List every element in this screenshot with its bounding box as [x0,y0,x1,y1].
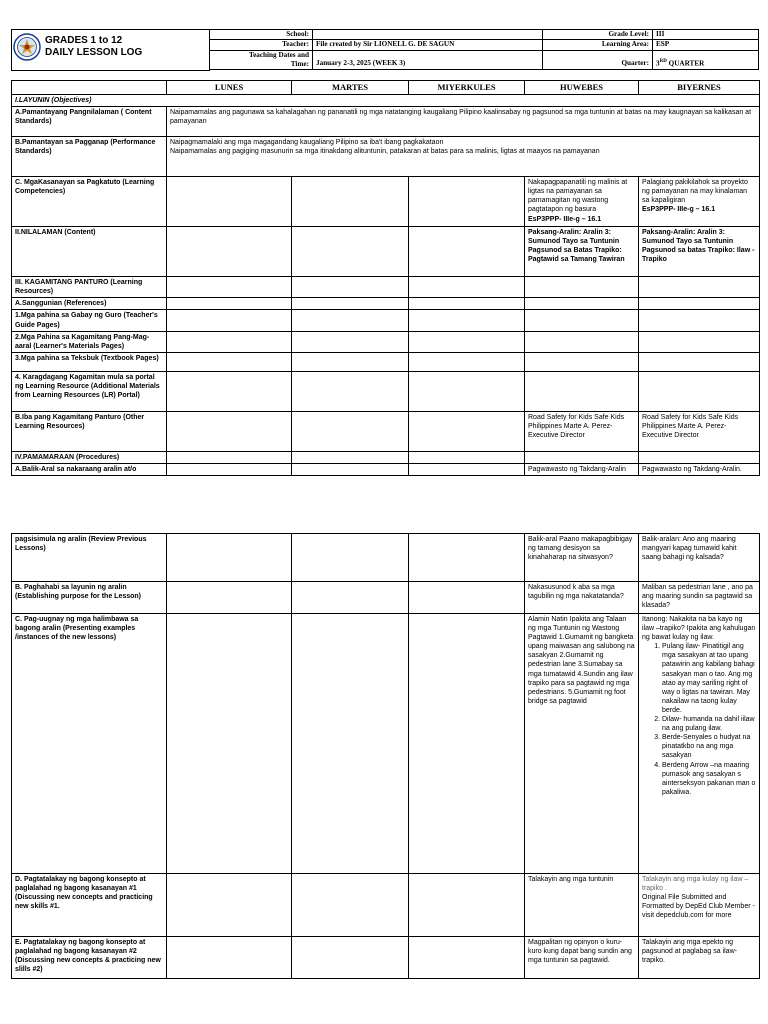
concept2-huwebes: Magpalitan ng opinyon o kuru-kuro kung dapat bang sundin ang mga tuntunin sa pagtawid. [525,937,639,979]
iba-lunes [167,411,292,451]
kagamitan-huwebes [525,277,639,298]
balik-martes [292,463,409,475]
teacher-label: Teacher: [210,40,313,50]
review-biyernes: Balik-aralan: Ano ang maaring mangyari kapag tumawid kahit saang bahagi ng kalsada? [639,534,760,582]
kagamitan-martes [292,277,409,298]
balik-aral-huwebes: Pagwawasto ng Takdang-Aralin [525,463,639,475]
balik-aral-label: A.Balik-Aral sa nakaraang aralin at/o [12,463,167,475]
concept2-miyerkules [409,937,525,979]
competencies-label: C. MgaKasanayan sa Pagkatuto (Learning Competencies) [12,177,167,227]
nilalaman-label: II.NILALAMAN (Content) [12,227,167,277]
teksbuk-biyernes [639,352,760,371]
grade-level-label: Grade Level: [543,30,653,40]
gabay-huwebes [525,310,639,331]
pamamaraan-martes [292,451,409,463]
day-header-biyernes: BIYERNES [639,81,760,95]
concept2-lunes [167,937,292,979]
day-header-huwebes: HUWEBES [525,81,639,95]
iba-miyerkules [409,411,525,451]
day-header-lunes: LUNES [167,81,292,95]
quarter-rest: QUARTER [666,59,705,68]
examples-fri-intro: Itanong: Nakakita na ba kayo ng ilaw –trapiko? Ipakita ang kahulugan ng bawat kulay ng ilaw. [642,616,756,642]
learners-materials-label: 2.Mga Pahina sa Kagamitang Pang-Mag-aaral (Learner's Materials Pages) [12,331,167,352]
textbook-pages-label: 3.Mga pahina sa Teksbuk (Textbook Pages) [12,352,167,371]
pamamaraan-label: IV.PAMAMARAAN (Procedures) [12,451,167,463]
nilalaman-biyernes: Paksang-Aralin: Aralin 3: Sumunod Tayo sa Tuntunin Pagsunod sa batas Trapiko: Ilaw -Trapiko [639,227,760,277]
day-header-martes: MARTES [292,81,409,95]
dates-label-line2: Time: [290,59,309,68]
kagamitan-label: III. KAGAMITANG PANTURO (Learning Resources) [12,277,167,298]
teachers-guide-label: 1.Mga pahina sa Gabay ng Guro (Teacher's Guide Pages) [12,310,167,331]
pamamaraan-biyernes [639,451,760,463]
lr-portal-label: 4. Karagdagang Kagamitan mula sa portal ng Learning Resource (Additional Materials from Learning Resources (LR) Portal) [12,371,167,411]
performance-standards-label: B.Pamantayan sa Pagganap (Performance Standards) [12,137,167,177]
pamamaraan-miyerkules [409,451,525,463]
school-label: School: [210,30,313,40]
grade-level-value: III [653,30,759,40]
lr-lunes [167,371,292,411]
lesson-table-part1 [11,80,760,476]
balik-aral-biyernes: Pagwawasto ng Takdang-Aralin. [639,463,760,475]
gabay-biyernes [639,310,760,331]
competency-thu-text: Nakapagpapanatili ng malinis at ligtas na pamayanan sa pamamagitan ng wastong pagtatapon ng basura [528,179,628,214]
traffic-light-item: 1. Pulang ilaw- Pinatitigil ang mga sasakyan at tao upang patawirin ang kabilang bahagi sasakyan man o tao. Ang mg atao ay may sariling right of way o ligtas na tawiran. May nakailaw na taong kulay berde. [662,642,756,715]
examples-miyerkules [409,614,525,874]
title-line-1: GRADES 1 to 12 [45,35,123,46]
dates-label-line1: Teaching Dates and [248,50,309,59]
performance-standards-value [167,137,760,177]
sanggunian-martes [292,298,409,310]
purpose-lunes [167,582,292,614]
teaching-dates-label [210,50,313,69]
iba-martes [292,411,409,451]
sanggunian-miyerkules [409,298,525,310]
other-resources-biyernes: Road Safety for Kids Safe Kids Philippines Marte A. Perez-Executive Director [639,411,760,451]
lm-martes [292,331,409,352]
competency-fri-code: EsP3PPP- IIIe-g – 16.1 [642,206,716,214]
concept1-miyerkules [409,874,525,937]
competency-thu-code: EsP3PPP- IIIe-g – 16.1 [528,215,602,223]
purpose-miyerkules [409,582,525,614]
perf-std-line1: Naipagmamalaki ang mga magagandang kaugaliang Pilipino sa iba't ibang pagkakataon [170,139,444,147]
purpose-label: B. Paghahabi sa layunin ng aralin (Establishing purpose for the Lesson) [12,582,167,614]
concept2-label: E. Pagtatalakay ng bagong konsepto at paglalahad ng bagong kasanayan #2 (Discussing new concepts & practicing new slills #2) [12,937,167,979]
content-standards-value: Naipamamalas ang pagunawa sa kahalagahan ng pananatili ng mga natatanging kaugaliang Pilipino kaalinsabay ng pagsunod sa mga tuntunin at batas na may kaugnayan sa kalikasan at pamayanan [167,107,760,137]
pamamaraan-lunes [167,451,292,463]
review-martes [292,534,409,582]
teaching-dates-value: January 2-3, 2025 (WEEK 3) [313,50,543,69]
teacher-value: File created by Sir LIONELL G. DE SAGUN [313,40,543,50]
title-line-2: DAILY LESSON LOG [45,47,143,58]
sanggunian-label: A.Sanggunian (References) [12,298,167,310]
kagamitan-lunes [167,277,292,298]
review-miyerkules [409,534,525,582]
concept2-biyernes: Talakayin ang mga epekto ng pagsunod at paglabag sa ilaw-trapiko. [639,937,760,979]
learning-area-value: ESP [653,40,759,50]
teksbuk-huwebes [525,352,639,371]
balik-miyerkules [409,463,525,475]
nilalaman-huwebes: Paksang-Aralin: Aralin 3: Sumunod Tayo sa Tuntunin Pagsunod sa Batas Trapiko: Pagtawid sa Tamang Tawiran [525,227,639,277]
nilalaman-miyerkules [409,227,525,277]
lm-lunes [167,331,292,352]
lesson-table-part2 [11,533,760,979]
traffic-light-item: 3. Berde-Senyales o hudyat na pinatatkbo na ang mga sasakyan [662,733,756,760]
review-lunes [167,534,292,582]
concept1-martes [292,874,409,937]
purpose-huwebes: Nakasusunod k aba sa mga tagubilin ng mga nakatatanda? [525,582,639,614]
content-standards-label: A.Pamantayang Pangnilalaman ( Content Standards) [12,107,167,137]
layunin-heading: I.LAYUNIN (Objectives) [12,95,760,107]
day-header-miyerkules: MIYERKULES [409,81,525,95]
review-huwebes: Balik-aral Paano makapagbibigay ng tamang desisyon sa kinahaharap na sitwasyon? [525,534,639,582]
quarter-num: 3 [656,59,660,68]
perf-std-line2: Naipamamalas ang pagiging masunurin sa mga itinakdang alituntunin, patakaran at batas para sa malinis, ligtas at maayos na pamayanan [170,148,600,156]
gabay-lunes [167,310,292,331]
traffic-light-list [642,642,756,797]
review-lessons-label: pagsisimula ng aralin (Review Previous Lessons) [12,534,167,582]
concept2-martes [292,937,409,979]
traffic-light-item: 2. Dilaw- humanda na dahil iilaw na ang pulang ilaw. [662,715,756,733]
purpose-biyernes: Maliban sa pedestrian lane , ano pa ang maaring sundin sa pagtawid sa klasada? [639,582,760,614]
purpose-martes [292,582,409,614]
examples-label: C. Pag-uugnay ng mga halimbawa sa bagong aralin (Presenting examples /instances of the new lessons) [12,614,167,874]
traffic-light-item: 4. Berdeng Arrow –na maaring pumasok ang sasakyan s ainterseksyon pakanan man o pakaliwa. [662,761,756,797]
examples-martes [292,614,409,874]
lr-biyernes [639,371,760,411]
quarter-sup: RD [659,58,667,64]
balik-lunes [167,463,292,475]
nilalaman-lunes [167,227,292,277]
concept1-huwebes: Talakayin ang mga tuntunin [525,874,639,937]
teksbuk-lunes [167,352,292,371]
lr-miyerkules [409,371,525,411]
competency-fri-text: Palagiang pakikilahok sa proyekto ng pamayanan na may kinalaman sa kapaligiran [642,179,748,205]
pamamaraan-huwebes [525,451,639,463]
competencies-miyerkules [409,177,525,227]
quarter-label: Quarter: [543,50,653,69]
header-info-table [209,29,759,70]
competencies-lunes [167,177,292,227]
examples-lunes [167,614,292,874]
lm-huwebes [525,331,639,352]
teksbuk-martes [292,352,409,371]
teksbuk-miyerkules [409,352,525,371]
examples-huwebes: Alamin Natin Ipakita ang Talaan ng mga Tuntunin ng Wastong Pagtawid 1.Gumamit ng bangketa upang maiwasan ang salubong na sasakyan 2.Gumamit ng pedestrian lane 3.Sumabay sa mga tumatawid 4.Sundin ang ilaw trapiko para sa pagtawid ng mga pedestrians. 5.Gumamit ng foot bridge sa pagtawid [525,614,639,874]
other-resources-label: B.Iba pang Kagamitang Panturo (Other Learning Resources) [12,411,167,451]
school-value [313,30,543,40]
corner-cell [12,81,167,95]
concept1-fri-note: Original File Submitted and Formatted by DepEd Club Member - visit depedclub.com for more [642,894,755,920]
document-title [45,35,142,59]
competencies-huwebes [525,177,639,227]
lr-huwebes [525,371,639,411]
concept1-label: D. Pagtatalakay ng bagong konsepto at paglalahad ng bagong kasanayan #1 (Discussing new concepts and practicing new skills #1. [12,874,167,937]
lm-biyernes [639,331,760,352]
sanggunian-lunes [167,298,292,310]
gabay-martes [292,310,409,331]
examples-biyernes [639,614,760,874]
competencies-martes [292,177,409,227]
nilalaman-martes [292,227,409,277]
concept1-lunes [167,874,292,937]
lm-miyerkules [409,331,525,352]
concept1-biyernes [639,874,760,937]
sanggunian-biyernes [639,298,760,310]
competencies-biyernes [639,177,760,227]
gabay-miyerkules [409,310,525,331]
deped-seal-logo-icon [13,33,41,61]
learning-area-label: Learning Area: [543,40,653,50]
quarter-value [653,50,759,69]
kagamitan-miyerkules [409,277,525,298]
concept1-fri-gray: Talakayin ang mga kulay ng ilaw –trapiko . [642,876,749,893]
kagamitan-biyernes [639,277,760,298]
sanggunian-huwebes [525,298,639,310]
other-resources-huwebes: Road Safety for Kids Safe Kids Philippines Marte A. Perez-Executive Director [525,411,639,451]
lr-martes [292,371,409,411]
